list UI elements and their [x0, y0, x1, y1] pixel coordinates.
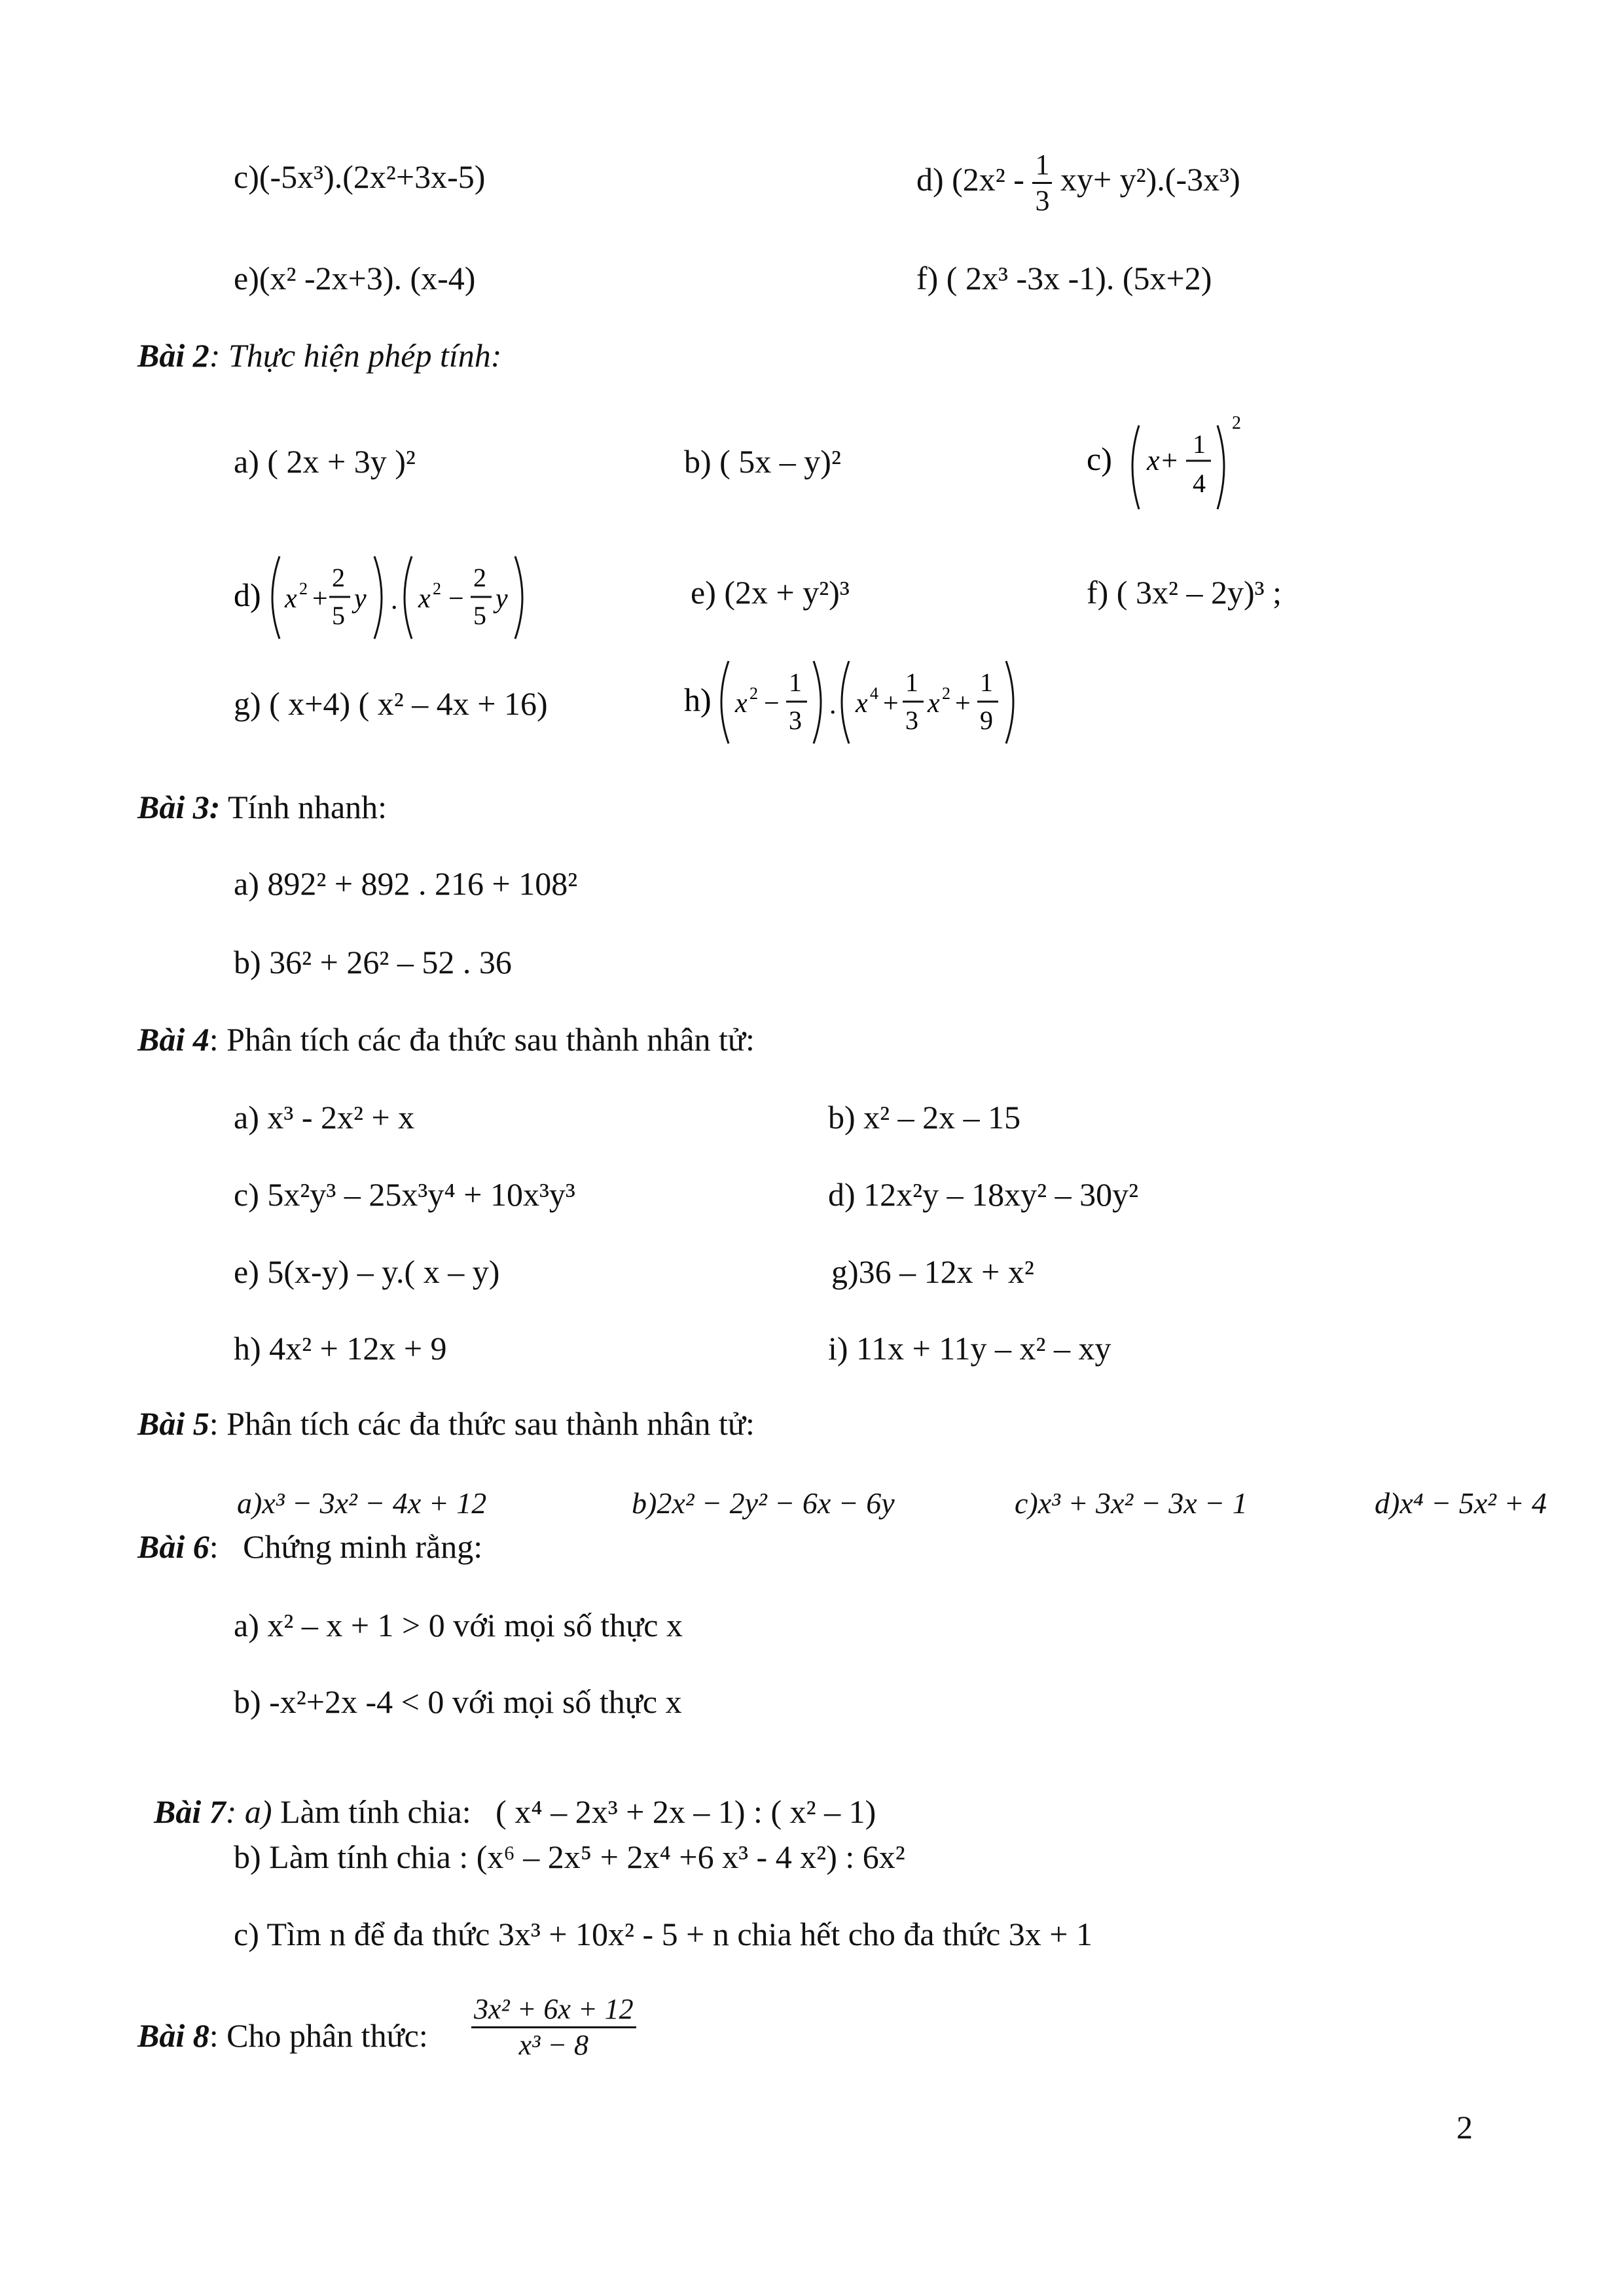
- bai2-c-num: 1: [1193, 429, 1206, 459]
- bai8-title: : Cho phân thức:: [209, 2017, 428, 2054]
- bai2-c-expr: x+: [1147, 444, 1180, 476]
- bai2-b: b) ( 5x – y)²: [684, 443, 841, 480]
- bai7-b: b) Làm tính chia : (x⁶ – 2x⁵ + 2x⁴ +6 x³ - 4 x²) : 6x²: [234, 1839, 905, 1875]
- bai3-title: Tính nhanh:: [228, 789, 388, 825]
- bai5-heading: [137, 1407, 755, 1440]
- bai5-c: c)x³ + 3x² − 3x − 1: [1015, 1486, 1248, 1520]
- minus-sign: −: [448, 584, 464, 614]
- bai4-e: e) 5(x-y) – y.( x – y): [234, 1253, 500, 1290]
- bai5-d: d)x⁴ − 5x² + 4: [1375, 1486, 1547, 1520]
- bai6-a: a) x² – x + 1 > 0 với mọi số thực x: [234, 1607, 683, 1643]
- bai4-i: i) 11x + 11y – x² – xy: [828, 1330, 1111, 1367]
- plus-sign: +: [312, 584, 328, 614]
- bai8-heading: [137, 2019, 428, 2052]
- bai4-c: c) 5x²y³ – 25x³y⁴ + 10x³y³: [234, 1176, 575, 1213]
- y-term: y: [354, 584, 367, 614]
- left-paren: [842, 661, 849, 744]
- bai5-title: : Phân tích các đa thức sau thành nhân tử:: [209, 1405, 755, 1442]
- minus-sign: −: [764, 689, 780, 719]
- bai1-e: e)(x² -2x+3). (x-4): [234, 260, 476, 296]
- bai1-d-fraction: $\frac{1}{3}$: [1032, 151, 1052, 215]
- bai7-c: c) Tìm n để đa thức 3x³ + 10x² - 5 + n chia hết cho đa thức 3x + 1: [234, 1916, 1092, 1952]
- bai2-label: Bài 2: [137, 337, 209, 374]
- x-term: x: [418, 584, 431, 614]
- bai2-h-den-3: 9: [980, 706, 993, 735]
- bai3-heading: [137, 791, 387, 823]
- bai2-f: f) ( 3x² – 2y)³ ;: [1087, 574, 1282, 611]
- bai4-d: d) 12x²y – 18xy² – 30y²: [828, 1176, 1139, 1213]
- bai4-a: a) x³ - 2x² + x: [234, 1099, 415, 1136]
- page-number: 2: [1456, 2109, 1473, 2145]
- bai2-d-den-2: 5: [473, 601, 486, 630]
- bai2-d-num-1: 2: [332, 563, 345, 592]
- right-paren: [814, 661, 821, 744]
- bai5-label: Bài 5: [137, 1405, 209, 1442]
- bai3-label: Bài 3:: [137, 789, 221, 825]
- bai7-heading: [137, 1763, 876, 1828]
- bai2-h: [684, 653, 1077, 751]
- bai1-f: f) ( 2x³ -3x -1). (5x+2): [916, 260, 1212, 296]
- bai8-fraction: [471, 1995, 636, 2060]
- bai4-title: : Phân tích các đa thức sau thành nhân tử:: [209, 1021, 755, 1058]
- bai2-d-num-2: 2: [473, 563, 486, 592]
- bai2-g: g) ( x+4) ( x² – 4x + 16): [234, 685, 548, 722]
- bai8-denominator: x³ − 8: [471, 2026, 636, 2060]
- left-paren: [1132, 425, 1139, 509]
- right-paren: [374, 556, 382, 639]
- bai7-sub-a: : a): [225, 1793, 272, 1830]
- bai8-numerator: 3x² + 6x + 12: [474, 1993, 634, 2025]
- left-paren: [721, 661, 729, 744]
- bai3-b: b) 36² + 26² – 52 . 36: [234, 944, 512, 980]
- bai2-c-exp: 2: [1232, 413, 1241, 433]
- bai1-d-post: xy+ y²).(-3x³): [1060, 160, 1240, 198]
- bai4-heading: [137, 1023, 755, 1056]
- y-term: y: [496, 584, 508, 614]
- left-paren: [272, 556, 280, 639]
- right-paren: [1218, 425, 1224, 509]
- bai3-a: a) 892² + 892 . 216 + 108²: [234, 865, 578, 902]
- bai8-label: Bài 8: [137, 2017, 209, 2054]
- bai2-h-label: h): [684, 681, 712, 718]
- bai2-d-den-1: 5: [332, 601, 345, 630]
- exp-2: 2: [299, 579, 308, 598]
- x-term: x: [285, 584, 297, 614]
- bai1-d-pre: d) (2x² -: [916, 160, 1024, 198]
- bai2-d-label: d): [234, 577, 261, 613]
- bai5-a: a)x³ − 3x² − 4x + 12: [237, 1486, 487, 1520]
- bai6-label: Bài 6: [137, 1528, 209, 1565]
- x-term: x: [856, 689, 868, 719]
- bai2-heading: [137, 339, 501, 372]
- dot-operator: .: [391, 585, 398, 615]
- exp-2: 2: [433, 579, 441, 598]
- bai2-h-den-1: 3: [789, 706, 802, 735]
- bai2-e: e) (2x + y²)³: [691, 574, 850, 611]
- bai4-label: Bài 4: [137, 1021, 209, 1058]
- bai2-c-label: c): [1087, 440, 1112, 477]
- exp-2: 2: [942, 684, 950, 703]
- bai2-h-den-2: 3: [905, 706, 918, 735]
- left-paren: [405, 556, 412, 639]
- bai1-c: c)(-5x³).(2x²+3x-5): [234, 158, 486, 195]
- x-term: x: [928, 689, 940, 719]
- plus-sign: +: [955, 689, 971, 719]
- bai2-c-den: 4: [1193, 469, 1206, 498]
- bai6-heading: [137, 1530, 482, 1563]
- plus-sign: +: [883, 689, 899, 719]
- bai2-h-num-3: 1: [980, 668, 993, 697]
- bai6-title: : Chứng minh rằng:: [209, 1528, 483, 1565]
- exp-4: 4: [870, 684, 878, 703]
- bai2-a: a) ( 2x + 3y )²: [234, 443, 416, 480]
- bai4-g: g)36 – 12x + x²: [831, 1253, 1034, 1290]
- bai4-b: b) x² – 2x – 15: [828, 1099, 1021, 1136]
- fraction: [471, 1995, 636, 2060]
- bai2-h-num-2: 1: [905, 668, 918, 697]
- bai2-h-num-1: 1: [789, 668, 802, 697]
- bai2-c: [1087, 412, 1257, 524]
- bai5-b: b)2x² − 2y² − 6x − 6y: [632, 1486, 895, 1520]
- dot-operator: .: [829, 690, 837, 720]
- bai4-h: h) 4x² + 12x + 9: [234, 1330, 447, 1367]
- bai2-title: : Thực hiện phép tính:: [209, 337, 502, 374]
- right-paren: [1006, 661, 1013, 744]
- exp-2: 2: [749, 684, 758, 703]
- bai2-d: [234, 548, 574, 647]
- bai6-b: b) -x²+2x -4 < 0 với mọi số thực x: [234, 1683, 682, 1720]
- right-paren: [515, 556, 522, 639]
- x-term: x: [735, 689, 748, 719]
- bai7-label: Bài 7: [154, 1793, 226, 1830]
- bai7-a-text: Làm tính chia: ( x⁴ – 2x³ + 2x – 1) : ( x² – 1): [280, 1793, 876, 1830]
- bai1-d: [916, 151, 1240, 215]
